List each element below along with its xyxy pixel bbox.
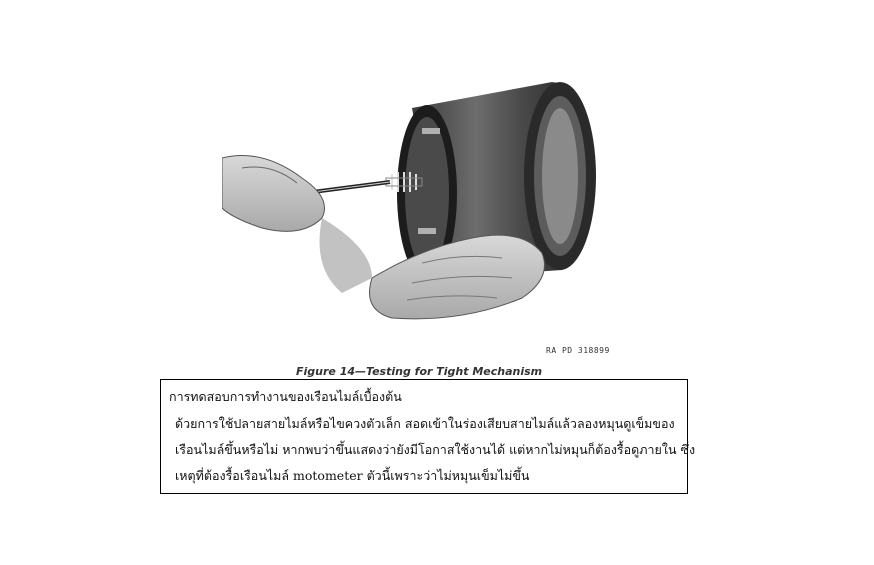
speedometer-test-photo [222, 78, 602, 330]
description-line: เหตุที่ต้องรื้อเรือนไมล์ motometer ตัวนี้เพราะว่าไม่หมุนเข็มไม่ขึ้น [175, 468, 530, 483]
description-box [160, 379, 696, 494]
figure-caption: Figure 14—Testing for Tight Mechanism [296, 365, 543, 378]
figure-reference-code: RA PD 318899 [546, 346, 610, 355]
description-line: เรือนไมล์ขึ้นหรือไม่ หากพบว่าขึ้นแสดงว่ายังมีโอกาสใช้งานได้ แต่หากไม่หมุนก็ต้องรื้อดูภายใน ซึ่ง [175, 442, 696, 457]
description-title: การทดสอบการทำงานของเรือนไมล์เบื้องต้น [169, 389, 402, 404]
description-line: ด้วยการใช้ปลายสายไมล์หรือไขควงตัวเล็ก สอดเข้าในร่องเสียบสายไมล์แล้วลองหมุนดูเข็มของ [175, 416, 675, 431]
